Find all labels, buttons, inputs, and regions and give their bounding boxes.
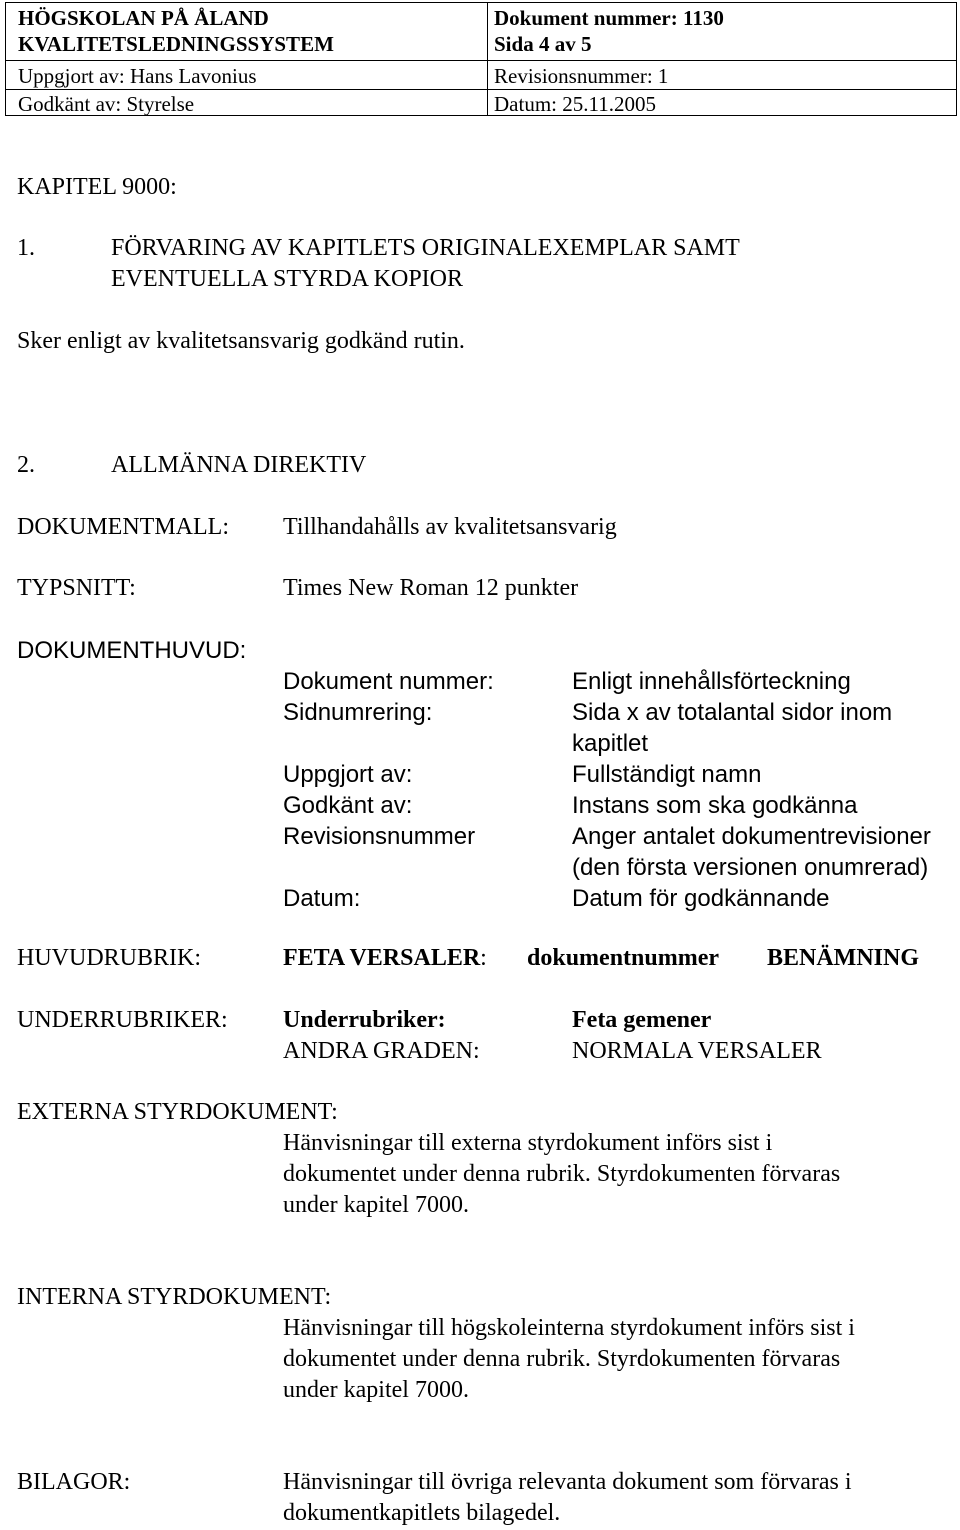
template-value: Tillhandahålls av kvalitetsansvarig (283, 514, 617, 540)
revision-number: Revisionsnummer: 1 (494, 64, 669, 88)
docheader-value: (den första versionen onumrerad) (572, 854, 929, 881)
section1-title-line2: EVENTUELLA STYRDA KOPIOR (111, 266, 463, 292)
docheader-value: Fullständigt namn (572, 761, 762, 788)
mainheading-caps: FETA VERSALER (283, 945, 481, 971)
org-system: KVALITETSLEDNINGSSYSTEM (18, 32, 334, 56)
section1-number: 1. (17, 235, 35, 261)
doc-number: Dokument nummer: 1130 (494, 6, 724, 30)
header-divider-2 (6, 89, 956, 90)
docheader-key: Revisionsnummer (283, 823, 476, 850)
attachments-line: Hänvisningar till övriga relevanta dokument som förvaras i (283, 1469, 852, 1495)
internal-line: Hänvisningar till högskoleinterna styrdokument införs sist i (283, 1315, 855, 1341)
docheader-key: Godkänt av: (283, 792, 413, 819)
approval-date: Datum: 25.11.2005 (494, 92, 656, 116)
docheader-key: Uppgjort av: (283, 761, 413, 788)
internal-line: under kapitel 7000. (283, 1377, 469, 1403)
docheader-key: Datum: (283, 885, 361, 912)
sub1-key: Underrubriker: (283, 1007, 446, 1033)
font-label: TYPSNITT: (17, 575, 136, 601)
mainheading-docnumber: dokumentnummer (527, 945, 720, 971)
attachments-label: BILAGOR: (17, 1469, 131, 1495)
docheader-value: Sida x av totalantal sidor inom (572, 699, 893, 726)
docheader-value: Enligt innehållsförteckning (572, 668, 851, 695)
header-divider-1 (6, 60, 956, 61)
document-header-table (5, 2, 957, 116)
prepared-by: Uppgjort av: Hans Lavonius (18, 64, 257, 88)
chapter-heading: KAPITEL 9000: (17, 174, 177, 200)
docheader-label: DOKUMENTHUVUD: (17, 637, 247, 664)
external-line: dokumentet under denna rubrik. Styrdokumenten förvaras (283, 1161, 841, 1187)
docheader-value: Anger antalet dokumentrevisioner (572, 823, 931, 850)
section2-number: 2. (17, 452, 35, 478)
section1-title-line1: FÖRVARING AV KAPITLETS ORIGINALEXEMPLAR SAMT (111, 235, 740, 261)
mainheading-title: BENÄMNING (767, 945, 920, 971)
sub2-key: ANDRA GRADEN: (283, 1038, 480, 1064)
mainheading-colon: : (480, 945, 487, 971)
approved-by: Godkänt av: Styrelse (18, 92, 195, 116)
internal-line: dokumentet under denna rubrik. Styrdokumenten förvaras (283, 1346, 841, 1372)
mainheading-label: HUVUDRUBRIK: (17, 945, 202, 971)
sub2-value: NORMALA VERSALER (572, 1038, 822, 1064)
sub1-value: Feta gemener (572, 1007, 712, 1033)
docheader-key: Dokument nummer: (283, 668, 494, 695)
docheader-key: Sidnumrering: (283, 699, 433, 726)
section1-body: Sker enligt av kvalitetsansvarig godkänd rutin. (17, 328, 465, 354)
template-label: DOKUMENTMALL: (17, 514, 229, 540)
font-value: Times New Roman 12 punkter (283, 575, 579, 601)
docheader-value: kapitlet (572, 730, 649, 757)
external-line: Hänvisningar till externa styrdokument införs sist i (283, 1130, 773, 1156)
page-number: Sida 4 av 5 (494, 32, 592, 56)
org-name: HÖGSKOLAN PÅ ÅLAND (18, 6, 269, 30)
mainheading-example (283, 943, 487, 974)
docheader-value: Instans som ska godkänna (572, 792, 858, 819)
attachments-line: dokumentkapitlets bilagedel. (283, 1500, 561, 1526)
external-line: under kapitel 7000. (283, 1192, 469, 1218)
docheader-value: Datum för godkännande (572, 885, 830, 912)
section2-title: ALLMÄNNA DIREKTIV (111, 452, 367, 478)
header-divider-vertical (487, 3, 488, 115)
external-label: EXTERNA STYRDOKUMENT: (17, 1099, 338, 1125)
internal-label: INTERNA STYRDOKUMENT: (17, 1284, 332, 1310)
subheadings-label: UNDERRUBRIKER: (17, 1007, 228, 1033)
